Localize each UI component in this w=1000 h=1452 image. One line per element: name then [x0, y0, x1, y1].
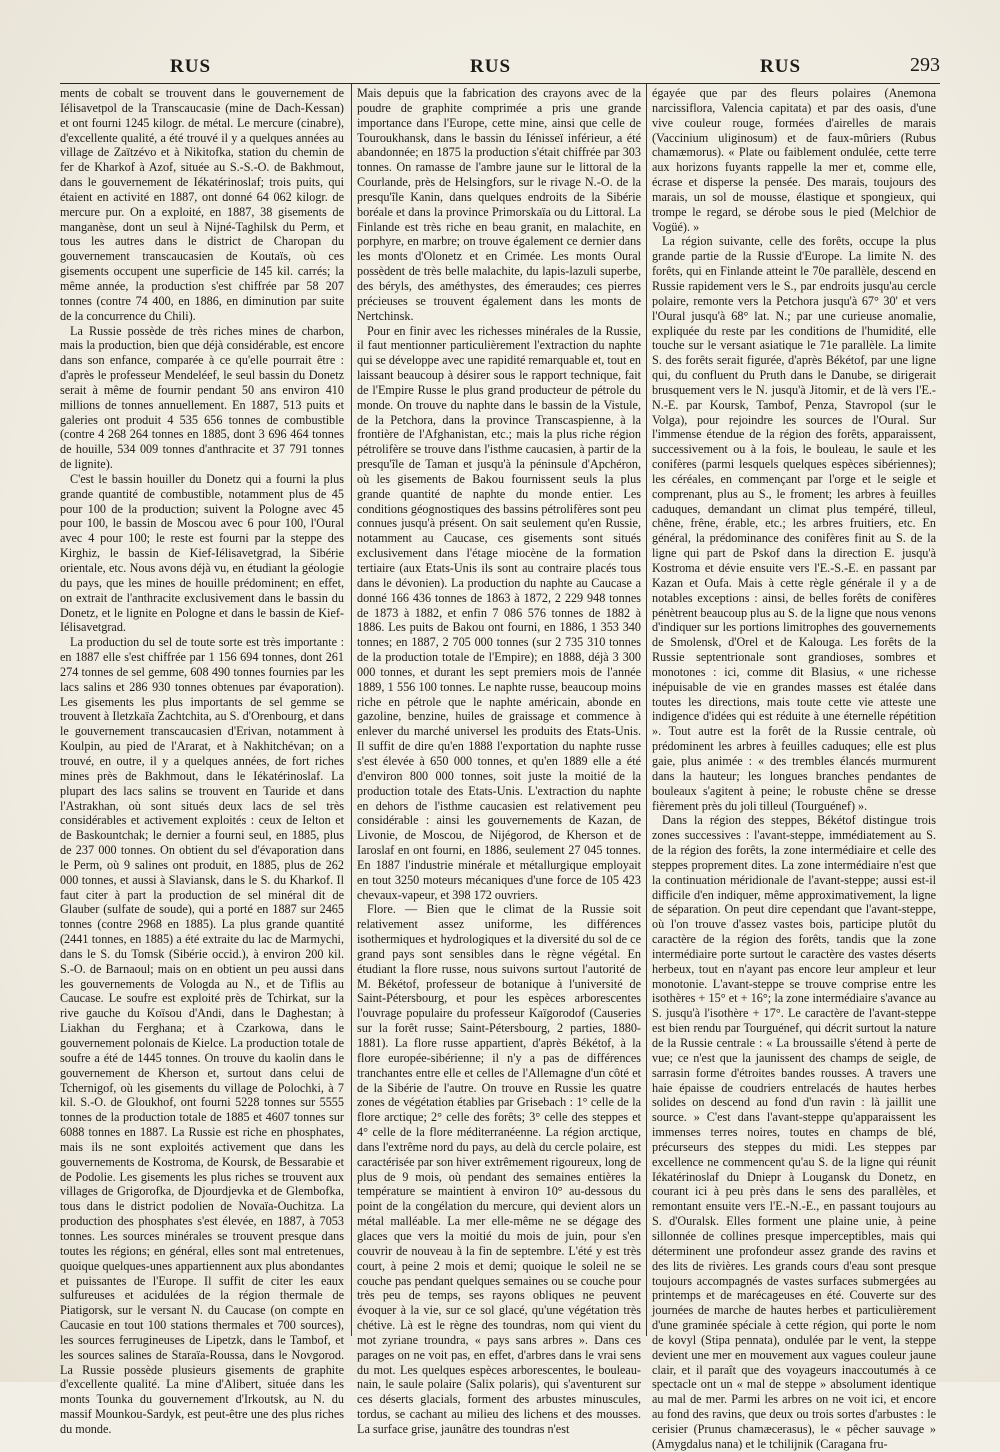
paragraph: Dans la région des steppes, Békétof distingue trois zones successives : l'avant-steppe, immédiatement au S. de la région des forêts, la zone intermédiaire et celle des steppes proprement dites. La zone intermédiaire n'est que la continuation méridionale de l'avant-steppe; aussi est-il difficile d'en indiquer, même approximativement, la ligne de séparation. On peut dire cependant que l'avant-steppe, où l'on trouve d'assez vastes bois, participe plutôt du caractère de la région des forêts, tandis que la zone intermédiaire porte surtout le caractère des vastes déserts herbeux, tout en n'ayant pas encore leur ampleur et leur monotonie. L'avant-steppe se trouve comprise entre les isothères + 15° et + 16°; la zone intermédiaire s'avance au S. jusqu'à l'isothère + 17°. Le caractère de l'avant-steppe est bien rendu par Tourguénef, qui décrit surtout la nature de la Russie centrale : « La broussaille s'étend à perte de vue; ce n'est que la jaunissent des champs de seigle, de sarrasin forme d'étroites bandes rousses. A travers une haie épaisse de coudriers entrelacés de hautes herbes solides on descend au fond d'un ravin : là jaillit une source. » C'est dans l'avant-steppe qu'apparaissent les immenses terres noires, toutes en champs de blé, précurseurs des steppes du midi. Les steppes par excellence ne commencent qu'au S. de la ligne qui réunit Iékatérinoslaf du Dniepr à Lougansk du Donetz, en courant ici à peu près dans le sens des parallèles, et remontant ensuite vers l'E.-N.-E., en passant toujours au S. d'Ouralsk. Elles forment une plaine unie, à peine sillonnée de collines presque imperceptibles, mais qui déterminent une profondeur assez grande des ravins et des lits de rivières. Les grands cours d'eau sont presque toujours accompagnés de vastes surfaces submergées au printemps et de marécageuses en été. Couverte sur des journées de marche de hautes herbes et particulièrement d'une graminée spéciale à cette région, qui porte le nom de kovyl (Stipa pennata), ondulée par le vent, la steppe devient une mer en mouvement aux vagues couleur jaune clair, et il paraît que des voyageurs inaccoutumés à ce spectacle ont un « mal de steppe » absolument identique au mal de mer. Parmi les arbres on ne voit ici, et encore au fond des ravins, que deux ou trois sortes d'arbustes : le cerisier (Prunus chamæcerasus), le « pêcher sauvage » (Amygdalus nana) et le tchilijnik (Caragana fru-	[652, 813, 936, 1451]
column-separator-left	[351, 84, 352, 1336]
paragraph: Pour en finir avec les richesses minérales de la Russie, il faut mentionner particulièrement l'extraction du naphte qui se développe avec une rapidité remarquable et, tout en laissant beaucoup à désirer sous le rapport technique, fait de l'Empire Russe le plus grand producteur de pétrole du monde. On trouve du naphte dans le bassin de la Vistule, de la Petchora, dans la province Transcaspienne, à la frontière de l'Afghanistan, etc.; mais la plus riche région pétrolifère se trouve dans l'isthme caucasien, à partir de la presqu'île de Taman et jusqu'à la péninsule d'Apchéron, où les gisements de Bakou fournissent seuls la plus grande quantité de naphte du monde entier. Les conditions géognostiques des bassins pétrolifères sont peu connues jusqu'à présent. On sait seulement qu'en Russie, notamment au Caucase, ces gisements sont situés exclusivement dans l'étage miocène de la formation tertiaire (aux Etats-Unis ils sont au contraire placés tous dans le dévonien). La production du naphte au Caucase a donné 166 436 tonnes de 1863 à 1872, 2 229 948 tonnes de 1873 à 1882, et enfin 7 086 576 tonnes de 1882 à 1886. Les puits de Bakou ont fourni, en 1886, 1 353 340 tonnes; en 1887, 2 705 000 tonnes (sur 2 735 310 tonnes de la production totale de l'Empire); en 1888, déjà 3 300 000 tonnes, et durant les sept premiers mois de l'année 1889, 1 556 100 tonnes. Le naphte russe, beaucoup moins riche en pétrole que le naphte américain, abonde en gazoline, benzine, huiles de graissage et commence à enlever du marché universel les produits des Etats-Unis. Il suffit de dire qu'en 1888 l'exportation du naphte russe s'est élevée à 650 000 tonnes, et qu'en 1889 elle a été d'environ 800 000 tonnes, soit juste la moitié de la production totale des Etats-Unis. L'extraction du naphte en dehors de l'isthme caucasien est relativement peu considérable : ainsi les gouvernements de Kazan, de Livonie, de Moscou, de Nijégorod, de Kherson et de Iaroslaf en ont fourni, en 1886, seulement 27 045 tonnes. En 1887 l'industrie minérale et métallurgique employait en tout 3250 moteurs mécaniques d'une force de 105 423 chevaux-vapeur, et 398 172 ouvriers.	[357, 323, 641, 902]
paragraph: ments de cobalt se trouvent dans le gouvernement de Iélisavetpol de la Transcaucasie (mine de Dach-Kessan) et ont fourni 1245 kilogr. de métal. Le mercure (cinabre), d'excellente qualité, a été trouvé il y a quelques années au village de Zaïtzévo et à Nikitofka, station du chemin de fer de Kharkof à Azof, située au S.-S.-O. de Bakhmout, dans le gouvernement de Iékatérinoslaf; trois puits, qui étaient en activité en 1887, ont donné 64 062 kilogr. de mercure pur. On a exploité, en 1887, 38 gisements de manganèse, dont un seul à Nijné-Taghilsk du Perm, et tous les autres dans le district de Charopan du gouvernement transcaucasien de Koutaïs, où ces gisements occupent une superficie de 145 kil. carrés; la même année, la production s'est chiffrée par 58 207 tonnes (contre 74 400, en 1886, en diminution par suite de la concurrence du Chili).	[60, 86, 344, 323]
paragraph: Flore. — Bien que le climat de la Russie soit relativement assez uniforme, les différences isothermiques et hydrologiques et la diversité du sol de ce grand pays sont sensibles dans le règne végétal. En étudiant la flore russe, nous suivons surtout l'autorité de M. Békétof, professeur de botanique à l'université de Saint-Pétersbourg, et pour les espèces arborescentes l'ouvrage populaire du professeur Kaïgorodof (Causeries sur la forêt russe; Saint-Pétersbourg, 2 parties, 1880-1881). La flore russe appartient, d'après Békétof, à la flore europée-sibérienne; il n'y a pas de différences tranchantes entre elle et celles de l'Allemagne d'un côté et de la Sibérie de l'autre. On trouve en Russie les quatre zones de végétation établies par Grisebach : 1° celle de la flore arctique; 2° celle des forêts; 3° celle des steppes et 4° celle de la flore méditerranéenne. La région arctique, dans l'extrême nord du pays, au delà du cercle polaire, est caractérisée par son hiver extrêmement rigoureux, long de plus de 9 mois, où pendant des semaines entières la température se maintient à environ 10° au-dessous du point de la congélation du mercure, qui devient alors un métal malléable. La mer elle-même ne se dégage des glaces que vers la moitié du mois de juin, pour s'en couvrir de nouveau à la fin de septembre. L'été y est très court, à peine 2 mois et demi; quoique le soleil ne se couche pas pendant quelques semaines ou se couche pour très peu de temps, ses rayons obliques ne peuvent évoquer à la vie, sur ce sol glacé, qu'une végétation très chétive. Là est le règne des toundras, nom qui vient du mot zyriane troundra, « pays sans arbres ». Dans ces parages on ne voit pas, en effet, d'arbres dans le vrai sens du mot. Les quelques espèces arborescentes, le bouleau-nain, le saule polaire (Salix polaris), qui s'aventurent sur ces déserts glacials, forment des arbustes minuscules, tordus, se cachant au milieu des lichens et des mousses. La surface grise, jaunâtre des toundras n'est	[357, 902, 641, 1436]
header-rule	[60, 83, 940, 84]
text-column-1	[60, 86, 344, 1436]
text-column-3	[652, 86, 936, 1451]
text-column-2	[357, 86, 641, 1436]
header-word-center: RUS	[470, 56, 512, 77]
paragraph: La région suivante, celle des forêts, occupe la plus grande partie de la Russie d'Europe. La limite N. des forêts, qui en Finlande atteint le 70e parallèle, descend en Russie rapidement vers le S., par endroits jusqu'au cercle polaire, remonte vers la Petchora jusqu'à 67° 30' et vers l'Oural jusqu'à 68° lat. N.; par une curieuse anomalie, expliquée du reste par les conditions de l'humidité, elle touche sur le versant asiatique le 71e parallèle. La limite S. des forêts serait figurée, d'après Békétof, par une ligne qui, du confluent du Pruth dans le Danube, se dirigerait brusquement vers le N. jusqu'à Jitomir, et de là vers l'E.-N.-E. par Koursk, Tambof, Penza, Stavropol (sur le Volga), pour rejoindre les sources de l'Oural. Sur l'immense étendue de la région des forêts, apparaissent, successivement ou à la fois, le bouleau, le saule et les conifères (parmi lesquels quelques espèces sibériennes); les céréales, en commençant par l'orge et le seigle et comprenant, plus au S., le froment; les arbres à feuilles caduques, demandant un climat plus tempéré, tilleul, chêne, frêne, érable, etc.; les arbres fruitiers, etc. En général, la prédominance des conifères finit au S. de la ligne qui part de Pskof dans la direction E. jusqu'à Kostroma et dévie ensuite vers l'E.-S.-E. en passant par Kazan et Oufa. Mais à cette règle générale il y a de notables exceptions : ainsi, de belles forêts de conifères pénètrent beaucoup plus au S. de la ligne que nous venons d'indiquer sur les portions limitrophes des gouvernements de Smolensk, d'Orel et de Kalouga. Les forêts de la Russie septentrionale sont grandioses, sombres et monotones : ici, comme dit Blasius, « une richesse inépuisable de vie en grandes masses est étalée dans toutes les directions, mais toute cette vie atteste une indigence d'idées qui est réduite à une éternelle répétition ». Tout autre est la forêt de la Russie centrale, où prédominent les arbres à feuilles caduques; elle est plus gaie, plus animée : « des trembles élancés murmurent dans la hauteur; les longues branches pendantes de bouleaux s'agitent à peine; le robuste chêne se dresse fièrement près du joli tilleul (Tourguénef) ».	[652, 234, 936, 813]
paragraph: C'est le bassin houiller du Donetz qui a fourni la plus grande quantité de combustible, notamment plus de 45 pour 100 de la production; suivent la Pologne avec 45 pour 100, le bassin de Moscou avec 6 pour 100, l'Oural avec 4 pour 100; le reste est fourni par la steppe des Kirghiz, le bassin de Kief-Iélisavetgrad, la Sibérie orientale, etc. Nous avons déjà vu, en étudiant la géologie du pays, que les mines de houille prédominent; en effet, on extrait de l'anthracite exclusivement dans le bassin du Donetz, et le lignite en Pologne et dans le bassin de Kief-Iélisavetgrad.	[60, 471, 344, 635]
header-word-right: RUS	[760, 56, 802, 77]
paragraph: égayée que par des fleurs polaires (Anemona narcissiflora, Valencia capitata) et par des oasis, d'une vive couleur rouge, formées d'airelles de marais (Vaccinium uliginosum) et de faux-mûriers (Rubus chamæmorus). « Plate ou faiblement ondulée, cette terre aux horizons fuyants rappelle la mer et, comme elle, écrase et disperse la pensée. Des marais, toujours des marais, un sol de mousse, élastique et spongieux, qui trompe le regard, se dérobe sous le pied (Melchior de Vogüé). »	[652, 86, 936, 234]
running-header	[60, 52, 940, 82]
paragraph: Mais depuis que la fabrication des crayons avec de la poudre de graphite comprimée a pris une grande importance dans l'Europe, cette mine, ainsi que celle de Touroukhansk, dans le bassin du Iénisseï inférieur, a été abandonnée; en 1875 la production s'était chiffrée par 303 tonnes. On ramasse de l'ambre jaune sur le littoral de la Courlande, près de Helsingfors, sur le rivage N.-O. de la presqu'île Kanin, dans quelques endroits de la Sibérie boréale et dans la province Primorskaïa ou du Littoral. La Finlande est très riche en beau granit, en malachite, en porphyre, en marbre; on trouve également ce dernier dans les monts d'Olonetz et en Crimée. Les monts Oural possèdent de très belle malachite, du lapis-lazuli superbe, des béryls, des améthystes, des émeraudes; ces pierres précieuses se trouvent également dans les monts de Nertchinsk.	[357, 86, 641, 323]
paragraph: La production du sel de toute sorte est très importante : en 1887 elle s'est chiffrée par 1 156 694 tonnes, dont 261 274 tonnes de sel gemme, 608 490 tonnes fournies par les lacs salins et 286 930 tonnes obtenues par évaporation). Les gisements les plus importants de sel gemme se trouvent à Iletzkaïa Zachtchita, au S. d'Orenbourg, et dans le gouvernement transcaucasien d'Erivan, notamment à Koulpin, au pied de l'Ararat, et à Nakhitchévan; on a trouvé, en outre, il y a quelques années, de fort riches mines près de Bakhmout, dans le Iékatérinoslaf. La plupart des lacs salins se trouvent en Tauride et dans l'Astrakhan, où sont situés deux lacs de sel très considérables et activement exploités : ceux de Ielton et de Baskountchak; le dernier a fourni seul, en 1885, plus de 237 000 tonnes. On obtient du sel d'évaporation dans le Perm, où 9 salines ont produit, en 1885, plus de 262 000 tonnes, et aussi à Slaviansk, dans le S. du Kharkof. Il faut citer à part la production de sel minéral dit de Glauber (sulfate de soude), qui a porté en 1887 sur 2465 tonnes (contre 2968 en 1885). La plus grande quantité (2441 tonnes, en 1885) a été extraite du lac de Marmychi, dans le S. du Tomsk (Sibérie occid.), à environ 200 kil. S.-O. de Barnaoul; mais on en obtient un peu aussi dans les gouvernements de Vologda au N., et de Tiflis au Caucase. Le soufre est exploité près de Tchirkat, sur la rive gauche du Koïsou d'Andi, dans le Daghestan; à Liakhan du Ferghana; et à Czarkowa, dans le gouvernement polonais de Kielce. La production totale de soufre a été de 1445 tonnes. On trouve du kaolin dans le gouvernement de Kherson et, surtout dans celui de Tchernigof, où les gisements du village de Polochki, à 7 kil. S.-O. de Gloukhof, ont fourni 5228 tonnes sur 5555 tonnes de la production totale de 1885 et 4607 tonnes sur 6088 tonnes en 1887. La Russie est riche en phosphates, mais ils ne sont exploités activement que dans les gouvernements de Kostroma, de Koursk, de Bessarabie et de Podolie. Les gisements les plus riches se trouvent aux villages de Grigorofka, de Djourdjevka et de Glembofka, tous dans le district podolien de Novaïa-Ouchitza. La production des phosphates s'est élevée, en 1887, à 7053 tonnes. Les sources minérales se trouvent presque dans toutes les régions; en général, elles sont mal entretenues, quoique quelques-unes appartiennent aux plus abondantes et puissantes de l'Europe. Il suffit de citer les eaux sulfureuses et acidulées de la région thermale de Piatigorsk, sur le versant N. du Caucase (on compte en Caucasie en tout 100 stations thermales et 700 sources), les sources ferrugineuses de Lipetzk, dans le Tambof, et les sources salines de Staraïa-Roussa, dans le Novgorod. La Russie possède plusieurs gisements de graphite d'excellente qualité. La mine d'Alibert, située dans les monts Tounka du gouvernement d'Irkoutsk, au N. du massif Mounkou-Sardyk, est peut-être une des plus riches du monde.	[60, 635, 344, 1436]
page-number: 293	[910, 54, 940, 76]
column-separator-right	[646, 84, 647, 1336]
paragraph: La Russie possède de très riches mines de charbon, mais la production, bien que déjà considérable, est encore dans son enfance, comparée à ce qu'elle pourrait être : d'après le professeur Mendeléef, le seul bassin du Donetz serait à même de fournir pendant 50 ans environ 410 millions de tonnes annuellement. En 1887, 513 puits et galeries ont produit 4 535 656 tonnes de combustible (contre 4 268 264 tonnes en 1885, dont 3 696 464 tonnes de houille, 534 009 tonnes d'anthracite et 37 791 tonnes de lignite).	[60, 323, 344, 472]
header-word-left: RUS	[170, 56, 212, 77]
